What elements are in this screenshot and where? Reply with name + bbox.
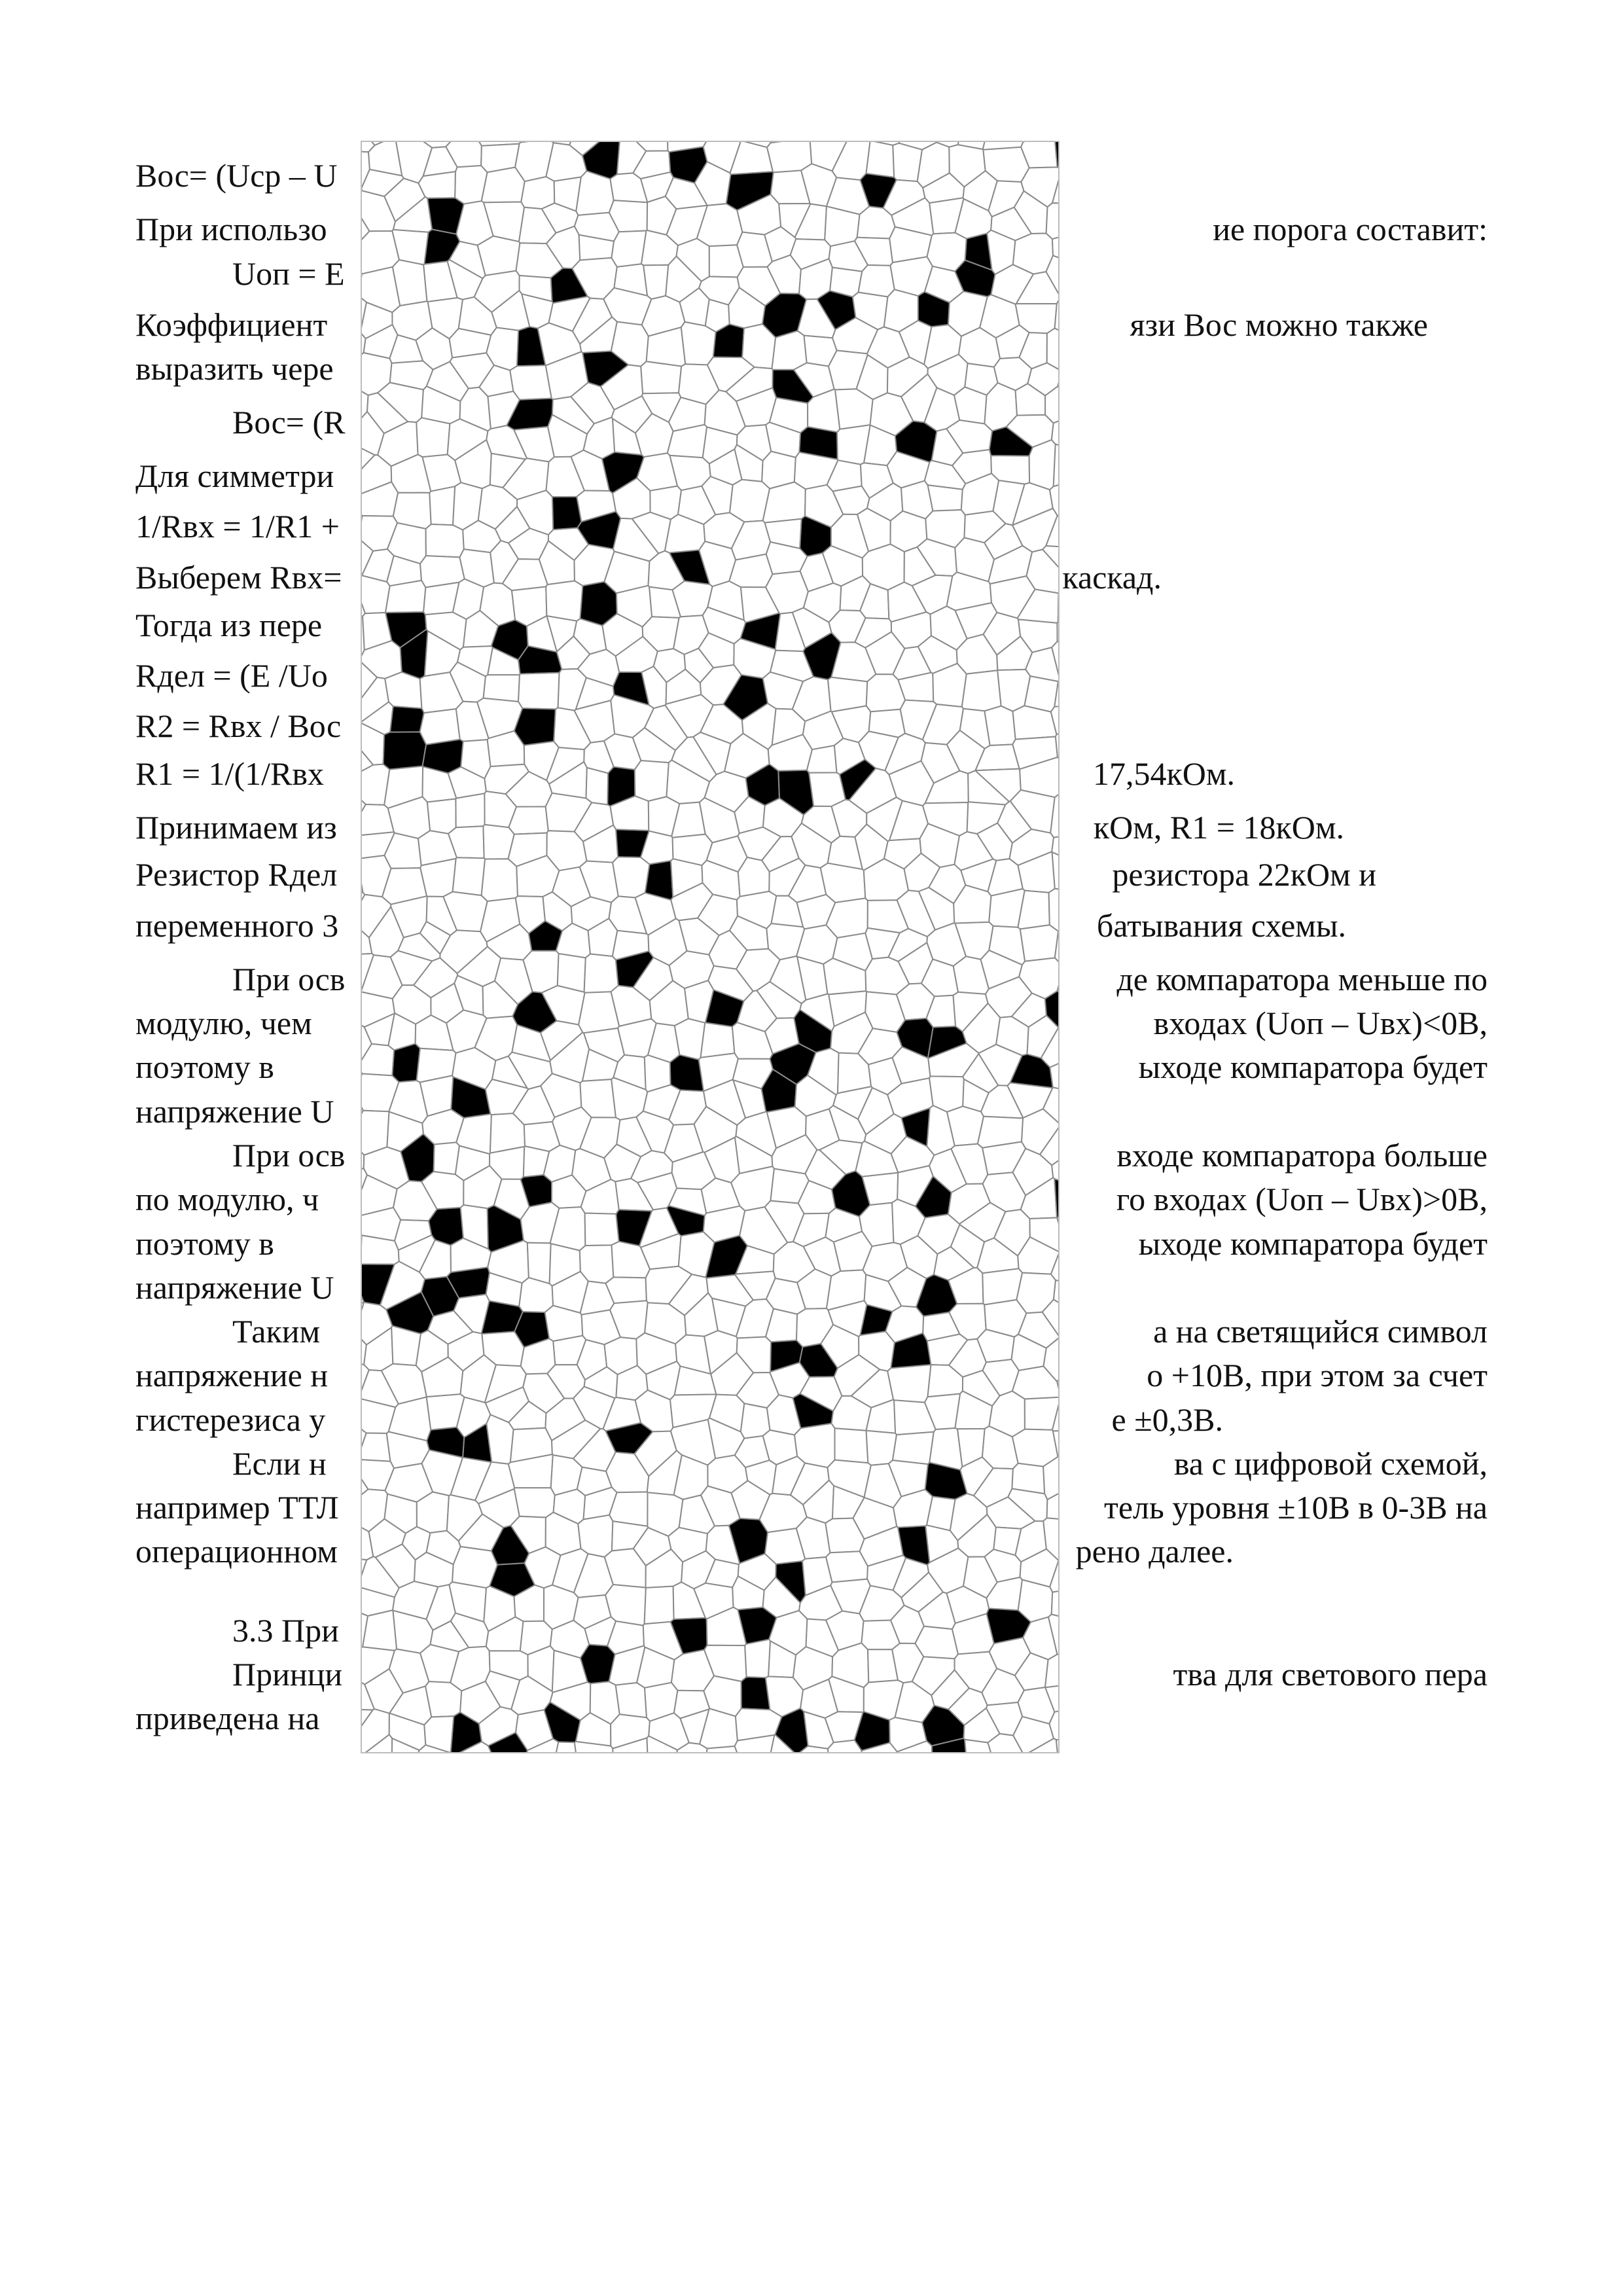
mosaic-cell <box>613 857 649 897</box>
mosaic-cell <box>425 1681 461 1717</box>
mosaic-cell <box>1020 925 1058 961</box>
text-line: Принци <box>232 1656 343 1693</box>
mosaic-cell <box>484 675 520 702</box>
text-line: Тогда из пере <box>135 607 323 643</box>
mosaic-cell <box>453 857 486 895</box>
mosaic-cell <box>606 1277 647 1303</box>
text-line: напряжение н <box>135 1357 329 1393</box>
mosaic-cell <box>521 177 554 209</box>
text-line: 17,54кОм. <box>1092 755 1235 792</box>
mosaic-cell <box>363 1610 397 1651</box>
mosaic-cell <box>745 1640 770 1678</box>
mosaic-svg <box>362 142 1058 1752</box>
mosaic-cell <box>390 706 424 732</box>
text-line: напряжение U <box>135 1093 334 1130</box>
text-line: При осв <box>232 961 346 997</box>
text-line: ие порога составит: <box>1213 211 1488 247</box>
text-line: по модулю, ч <box>135 1181 319 1217</box>
text-line: ыходе компаратора будет <box>1138 1049 1488 1085</box>
text-line: ва с цифровой схемой, <box>1173 1445 1488 1482</box>
mosaic-cell <box>635 761 669 801</box>
mosaic-cell <box>576 171 613 215</box>
text-line: напряжение U <box>135 1269 334 1306</box>
text-line: 3.3 При <box>232 1612 339 1649</box>
mosaic-cell <box>701 1023 735 1058</box>
mosaic-cell <box>420 859 455 897</box>
text-line: о +10В, при этом за счет <box>1147 1357 1488 1393</box>
text-line: 1/Rвх = 1/R1 + <box>135 508 340 545</box>
mosaic-cell <box>835 1428 868 1463</box>
text-line: Выберем Rвх= <box>135 559 342 596</box>
text-line: резистора 22кОм и <box>1112 856 1376 893</box>
text-line: поэтому в <box>135 1225 274 1262</box>
mosaic-cell <box>984 706 1015 745</box>
mosaic-cell <box>641 361 681 393</box>
text-line: Uоп = E <box>232 255 345 292</box>
text-line: каскад. <box>1062 559 1162 596</box>
mosaic-cell <box>763 482 806 523</box>
mosaic-cell <box>455 793 484 827</box>
text-line: модулю, чем <box>135 1005 312 1041</box>
mosaic-cell <box>514 1488 555 1517</box>
mosaic-cell <box>362 1433 391 1462</box>
voronoi-mosaic-overlay <box>361 141 1060 1753</box>
mosaic-cell <box>427 799 456 834</box>
mosaic-cell <box>645 1587 674 1624</box>
mosaic-cell <box>482 168 525 203</box>
text-line: При использо <box>135 211 327 247</box>
mosaic-cell <box>392 1044 420 1083</box>
mosaic-cell <box>420 709 460 745</box>
text-line: R1 = 1/(1/Rвх <box>135 755 324 792</box>
text-line: При осв <box>232 1137 346 1174</box>
text-line: тва для светового пера <box>1173 1656 1488 1693</box>
text-line: входах (Uоп – Uвх)<0В, <box>1153 1005 1488 1041</box>
mosaic-cell <box>611 231 646 267</box>
mosaic-cell <box>478 236 520 276</box>
mosaic-cell <box>1029 440 1056 490</box>
text-line: рено далее. <box>1075 1533 1234 1570</box>
text-line: R2 = Rвх / Вос <box>135 708 342 744</box>
text-line: ыходе компаратора будет <box>1138 1225 1488 1262</box>
text-line: Вос= (Uср – U <box>135 157 338 194</box>
mosaic-cell <box>518 673 560 709</box>
mosaic-cell <box>508 806 548 834</box>
text-line: например ТТЛ <box>135 1489 339 1526</box>
mosaic-cell <box>385 581 425 613</box>
text-line: Вос= (R <box>232 404 346 440</box>
mosaic-cell <box>383 732 427 769</box>
text-line: язи Вос можно также <box>1130 306 1428 343</box>
mosaic-cell <box>584 954 618 993</box>
text-line: батывания схемы. <box>1096 907 1346 944</box>
text-line: операционном <box>135 1533 338 1570</box>
mosaic-cell <box>418 171 455 198</box>
text-line: Резистор Rдел <box>135 856 338 893</box>
text-line: переменного 3 <box>135 907 339 944</box>
mosaic-cell <box>546 581 582 621</box>
mosaic-cell <box>482 859 518 901</box>
mosaic-cell <box>426 524 464 557</box>
text-line: Rдел = (E /Uо <box>135 657 328 694</box>
text-line: Принимаем из <box>135 809 337 846</box>
mosaic-cell <box>772 331 807 370</box>
text-line: выразить чере <box>135 350 334 387</box>
mosaic-cell <box>675 1018 705 1060</box>
mosaic-cell <box>429 486 455 525</box>
text-line: гистерезиса у <box>135 1401 326 1438</box>
text-line: го входах (Uоп – Uвх)>0В, <box>1116 1181 1488 1217</box>
text-line: е ±0,3В. <box>1111 1401 1223 1438</box>
mosaic-cell <box>962 670 1001 711</box>
text-line: приведена на <box>135 1700 320 1736</box>
text-line: Если н <box>232 1445 327 1482</box>
mosaic-cell <box>416 418 450 457</box>
text-line: Таким <box>232 1313 321 1350</box>
mosaic-cell <box>681 322 716 365</box>
mosaic-cell <box>586 768 609 805</box>
mosaic-cell <box>928 485 963 511</box>
mosaic-cell <box>519 1278 553 1312</box>
text-line: а на светящийся символ <box>1153 1313 1488 1350</box>
mosaic-cell <box>585 1213 619 1246</box>
text-line: де компаратора меньше по <box>1116 961 1488 997</box>
mosaic-cell <box>616 1683 647 1717</box>
text-line: Для симметри <box>135 457 334 494</box>
mosaic-cell <box>893 1432 934 1464</box>
mosaic-cell <box>887 1365 931 1403</box>
mosaic-cell <box>1046 203 1058 239</box>
mosaic-cell <box>859 265 895 297</box>
mosaic-cell <box>527 1243 551 1284</box>
text-line: тель уровня ±10В в 0-3В на <box>1103 1489 1488 1526</box>
text-line: Коэффициент <box>135 306 328 343</box>
text-line: входе компаратора больше <box>1116 1137 1488 1174</box>
mosaic-cell <box>866 142 895 177</box>
mosaic-cell <box>643 265 668 299</box>
text-line: поэтому в <box>135 1049 274 1085</box>
text-line: кОм, R1 = 18кОм. <box>1093 809 1344 846</box>
mosaic-cell <box>826 1551 868 1582</box>
